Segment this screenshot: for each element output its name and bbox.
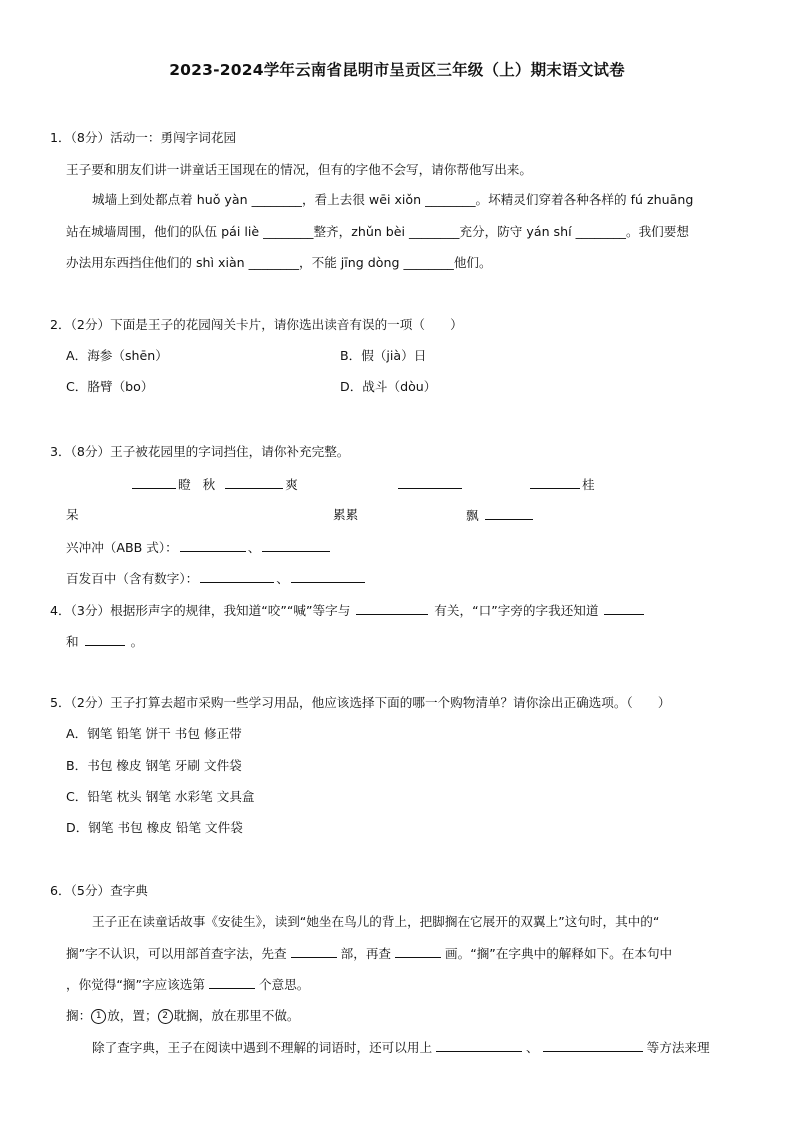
page-title: 2023-2024学年云南省昆明市呈贡区三年级（上）期末语文试卷: [169, 61, 625, 79]
circled-number-one: 1: [91, 1009, 106, 1024]
q6-heading: 6．（5分）查字典: [50, 883, 148, 898]
answer-blank[interactable]: [356, 602, 428, 615]
q3-row-2-b: 累累: [333, 507, 359, 522]
q1-heading: 1．（8分）活动一：勇闯字词花园: [50, 130, 237, 145]
answer-blank[interactable]: [436, 1039, 522, 1052]
q4-line-2: 和 。: [66, 634, 144, 649]
answer-blank[interactable]: [225, 476, 283, 489]
q1-intro: 王子要和朋友们讲一讲童话王国现在的情况，但有的字他不会写，请你帮他写出来。: [66, 162, 532, 177]
q3-row-4: 百发百中（含有数字）： 、: [66, 570, 367, 587]
q3-row-2-a: 呆: [66, 507, 79, 522]
answer-blank[interactable]: [395, 945, 441, 958]
answer-blank[interactable]: [180, 539, 246, 552]
q2-option-c: C．胳臂（bo）: [66, 379, 154, 394]
answer-blank[interactable]: [291, 570, 365, 583]
q5-option-b: B．书包 橡皮 钢笔 牙刷 文件袋: [66, 758, 242, 773]
answer-blank[interactable]: [291, 945, 337, 958]
answer-blank[interactable]: [209, 976, 255, 989]
q2-option-b: B．假（jià）日: [340, 348, 427, 363]
q3-row-3: 兴冲冲（ABB 式）： 、: [66, 539, 332, 556]
q6-line-2: 搁”字不认识，可以用部首查字法，先查 部，再查 画。“搁”在字典中的解释如下。在本句中: [66, 946, 673, 961]
q5-option-c: C．铅笔 枕头 钢笔 水彩笔 文具盒: [66, 789, 255, 804]
answer-blank[interactable]: [132, 476, 176, 489]
q2-option-a: A．海参（shēn）: [66, 348, 168, 363]
q3-row-1-b: [396, 476, 464, 493]
q6-line-5: 除了查字典，王子在阅读中遇到不理解的词语时，还可以用上 、 等方法来理: [92, 1040, 710, 1055]
q2-option-d: D．战斗（dòu）: [340, 379, 437, 394]
q1-line-2: 城墙上到处都点着 huǒ yàn ________，看上去很 wēi xiǒn ________。坏精灵们穿着各种各样的 fú zhuāng: [92, 192, 694, 207]
q3-row-2-c: 飘: [466, 507, 535, 524]
q6-line-1: 王子正在读童话故事《安徒生》，读到“她坐在鸟儿的背上，把脚搁在它展开的双翼上”这句时，其中的“: [92, 914, 660, 929]
q4-line-1: 4．（3分）根据形声字的规律，我知道“咬”“喊”等字与 有关，“口”字旁的字我还知道: [50, 602, 646, 619]
q6-line-3: ，你觉得“搁”字应该选第 个意思。: [66, 977, 310, 992]
q3-heading: 3．（8分）王子被花园里的字词挡住，请你补充完整。: [50, 444, 350, 459]
answer-blank[interactable]: [530, 476, 580, 489]
q5-option-d: D．钢笔 书包 橡皮 铅笔 文件袋: [66, 820, 243, 835]
circled-number-two: 2: [158, 1009, 173, 1024]
answer-blank[interactable]: [85, 633, 125, 646]
answer-blank[interactable]: [398, 476, 462, 489]
q6-definition: 搁： 1 放，置； 2 耽搁，放在那里不做。: [66, 1008, 300, 1023]
q1-line-4: 办法用东西挡住他们的 shì xiàn ________，不能 jīng dòng ________他们。: [66, 255, 492, 270]
q5-heading: 5．（2分）王子打算去超市采购一些学习用品，他应该选择下面的哪一个购物清单？请你涂出正确选项。（ ）: [50, 695, 671, 710]
answer-blank[interactable]: [262, 539, 330, 552]
answer-blank[interactable]: [485, 507, 533, 520]
q3-row-1-c: 桂: [528, 476, 595, 493]
q1-line-3: 站在城墙周围，他们的队伍 pái liè ________整齐，zhǔn bèi ________充分，防守 yán shí ________。我们要想: [66, 224, 689, 239]
q5-option-a: A．钢笔 铅笔 饼干 书包 修正带: [66, 726, 242, 741]
answer-blank[interactable]: [543, 1039, 643, 1052]
q3-row-1-a: 瞪 秋 爽: [130, 476, 298, 493]
q2-heading: 2．（2分）下面是王子的花园闯关卡片，请你选出读音有误的一项（ ）: [50, 317, 463, 332]
answer-blank[interactable]: [200, 570, 274, 583]
answer-blank[interactable]: [604, 602, 644, 615]
